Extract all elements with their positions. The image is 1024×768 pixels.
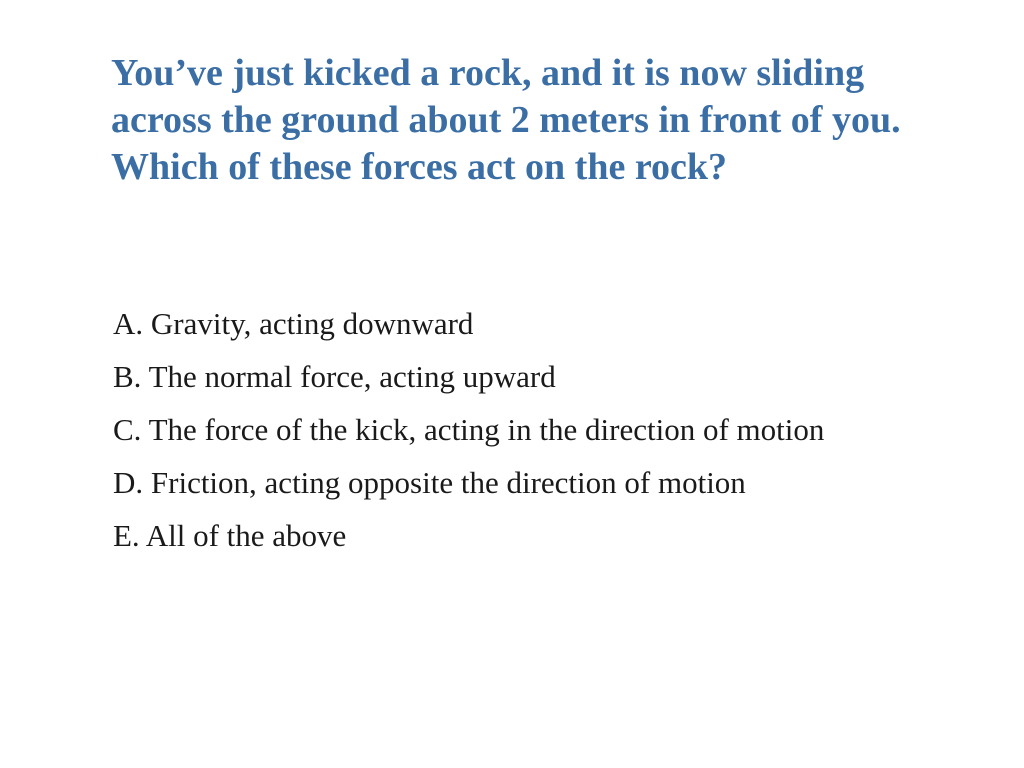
question-title: You’ve just kicked a rock, and it is now sliding across the ground about 2 meters in front of you. Which of these forces act on the rock? <box>111 52 901 188</box>
answer-option-c: C. The force of the kick, acting in the direction of motion <box>113 412 825 447</box>
answer-option-d: D. Friction, acting opposite the direction of motion <box>113 465 746 500</box>
answer-list <box>113 305 873 570</box>
answer-option-b: B. The normal force, acting upward <box>113 359 556 394</box>
answer-option-e: E. All of the above <box>113 518 347 553</box>
answer-option-a: A. Gravity, acting downward <box>113 306 474 341</box>
